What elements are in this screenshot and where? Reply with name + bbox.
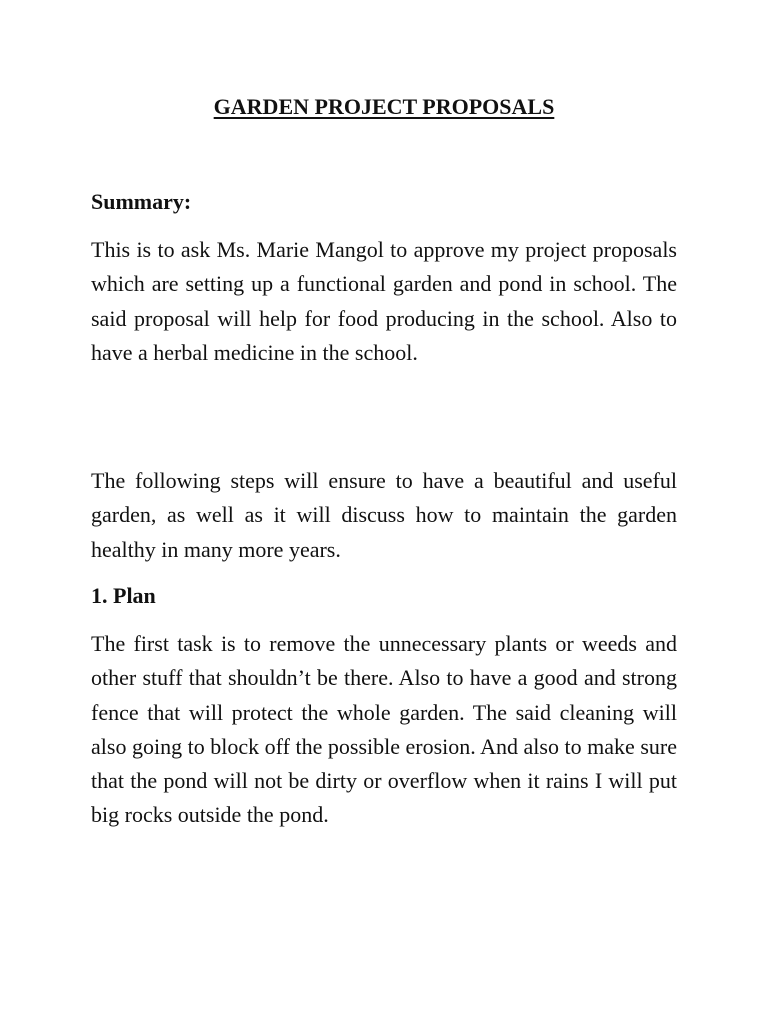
intro-paragraph: The following steps will ensure to have a beautiful and useful garden, as well as it will discuss how to maintain the garden healthy in many more years.: [91, 468, 677, 562]
plan-paragraph: The first task is to remove the unnecessary plants or weeds and other stuff that shouldn’t be there. Also to have a good and strong fence that will protect the whole garden. The said cleaning will also going to block off the possible erosion. And also to make sure that the pond will not be dirty or overflow when it rains I will put big rocks outside the pond.: [91, 631, 677, 828]
summary-heading: Summary:: [91, 189, 192, 214]
plan-heading: 1. Plan: [91, 583, 156, 608]
document-title: GARDEN PROJECT PROPOSALS: [213, 94, 555, 119]
summary-paragraph: This is to ask Ms. Marie Mangol to approve my project proposals which are setting up a functional garden and pond in school. The said proposal will help for food producing in the school. Also to have a herbal medicine in the school.: [91, 237, 677, 365]
